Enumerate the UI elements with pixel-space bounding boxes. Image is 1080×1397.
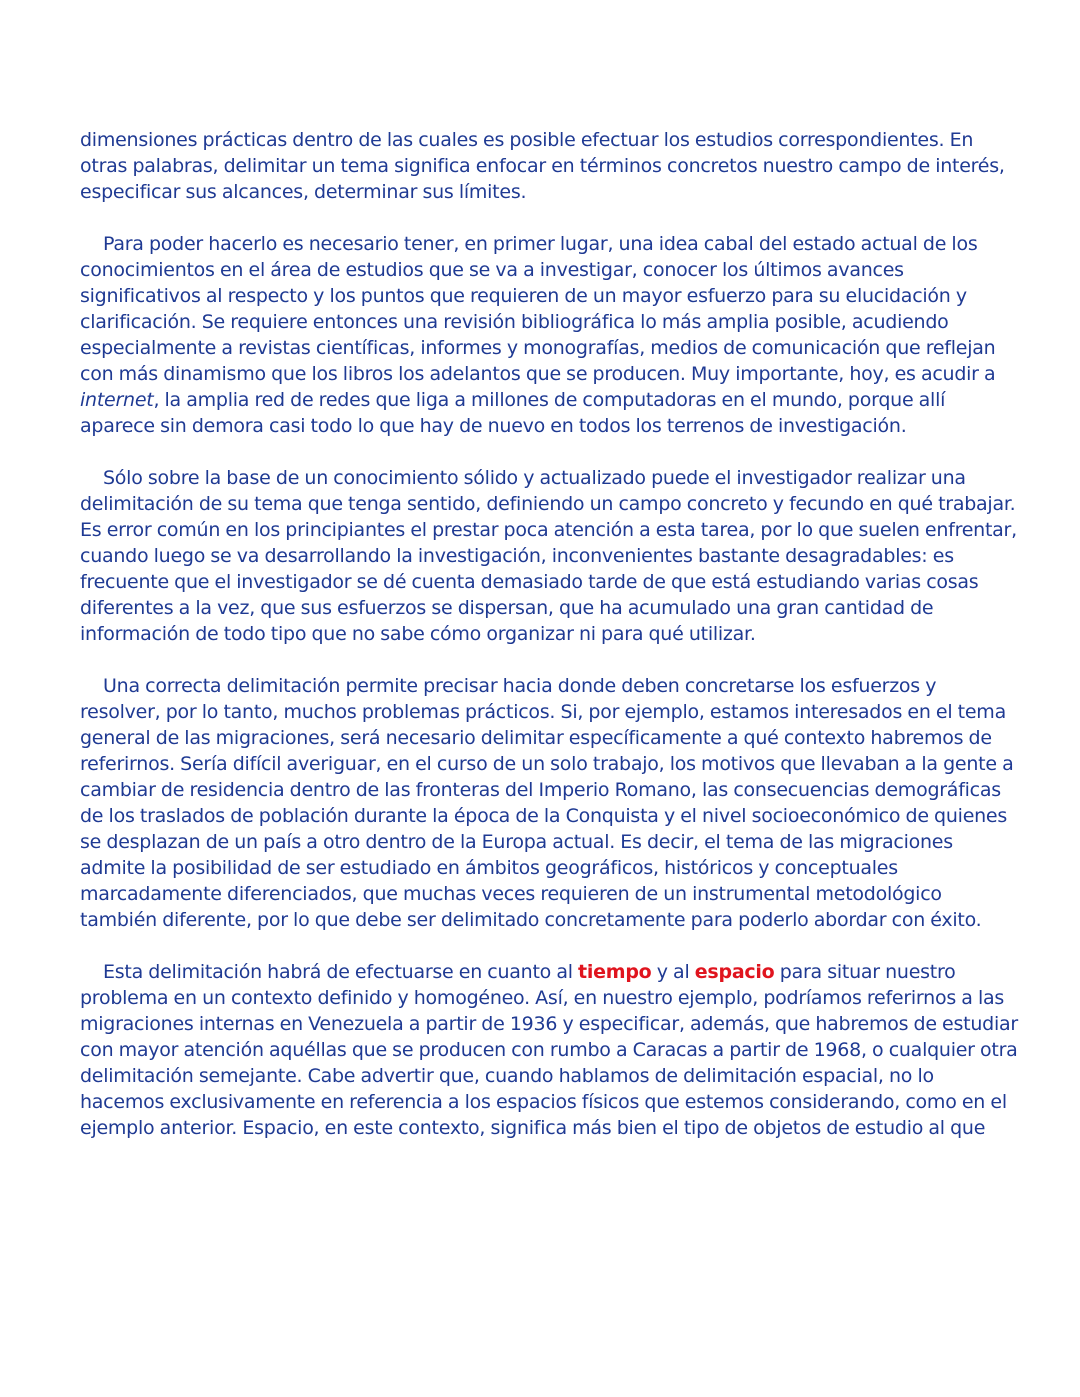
paragraph-5-text-c: para situar nuestro problema en un contexto definido y homogéneo. Así, en nuestro ejemplo, podríamos referirnos a las migraciones internas en Venezuela a partir de 1936 y especificar, además, que habremos de estudiar con mayor atención aquéllas que se producen con rumbo a Caracas a partir de 1968, o cualquier otra delimitación semejante. Cabe advertir que, cuando hablamos de delimitación espacial, no lo hacemos exclusivamente en referencia a los espacios físicos que estemos considerando, como en el ejemplo anterior. Espacio, en este contexto, significa más bien el tipo de objetos de estudio al que — [80, 961, 1018, 1139]
paragraph-2-text-a: Para poder hacerlo es necesario tener, en primer lugar, una idea cabal del estado actual de los conocimientos en el área de estudios que se va a investigar, conocer los últimos avances significativos al respecto y los puntos que requieren de un mayor esfuerzo para su elucidación y clarificación. Se requiere entonces una revisión bibliográfica lo más amplia posible, acudiendo especialmente a revistas científicas, informes y monografías, medios de comunicación que reflejan con más dinamismo que los libros los adelantos que se producen. Muy importante, hoy, es acudir a — [80, 233, 996, 385]
internet-term: internet — [80, 389, 154, 411]
document-page — [80, 127, 1020, 1167]
paragraph-1: dimensiones prácticas dentro de las cuales es posible efectuar los estudios correspondientes. En otras palabras, delimitar un tema significa enfocar en términos concretos nuestro campo de interés, especificar sus alcances, determinar sus límites. — [80, 129, 1005, 203]
paragraph-5-text-b: y al — [651, 961, 695, 983]
paragraph-5-text-a: Esta delimitación habrá de efectuarse en cuanto al — [103, 961, 579, 983]
paragraph-2 — [80, 231, 1020, 439]
paragraph-5 — [80, 959, 1020, 1141]
highlight-tiempo: tiempo — [578, 961, 652, 983]
paragraph-2-text-b: , la amplia red de redes que liga a millones de computadoras en el mundo, porque allí aparece sin demora casi todo lo que hay de nuevo en todos los terrenos de investigación. — [80, 389, 946, 437]
highlight-espacio: espacio — [694, 961, 775, 983]
paragraph-4: Una correcta delimitación permite precisar hacia donde deben concretarse los esfuerzos y resolver, por lo tanto, muchos problemas prácticos. Si, por ejemplo, estamos interesados en el tema general de las migraciones, será necesario delimitar específicamente a qué contexto habremos de referirnos. Sería difícil averiguar, en el curso de un solo trabajo, los motivos que llevaban a la gente a cambiar de residencia dentro de las fronteras del Imperio Romano, las consecuencias demográficas de los traslados de población durante la época de la Conquista y el nivel socioeconómico de quienes se desplazan de un país a otro dentro de la Europa actual. Es decir, el tema de las migraciones admite la posibilidad de ser estudiado en ámbitos geográficos, históricos y conceptuales marcadamente diferenciados, que muchas veces requieren de un instrumental metodológico también diferente, por lo que debe ser delimitado concretamente para poderlo abordar con éxito. — [80, 675, 1014, 931]
paragraph-3: Sólo sobre la base de un conocimiento sólido y actualizado puede el investigador realizar una delimitación de su tema que tenga sentido, definiendo un campo concreto y fecundo en qué trabajar. Es error común en los principiantes el prestar poca atención a esta tarea, por lo que suelen enfrentar, cuando luego se va desarrollando la investigación, inconvenientes bastante desagradables: es frecuente que el investigador se dé cuenta demasiado tarde de que está estudiando varias cosas diferentes a la vez, que sus esfuerzos se dispersan, que ha acumulado una gran cantidad de información de todo tipo que no sabe cómo organizar ni para qué utilizar. — [80, 467, 1017, 645]
